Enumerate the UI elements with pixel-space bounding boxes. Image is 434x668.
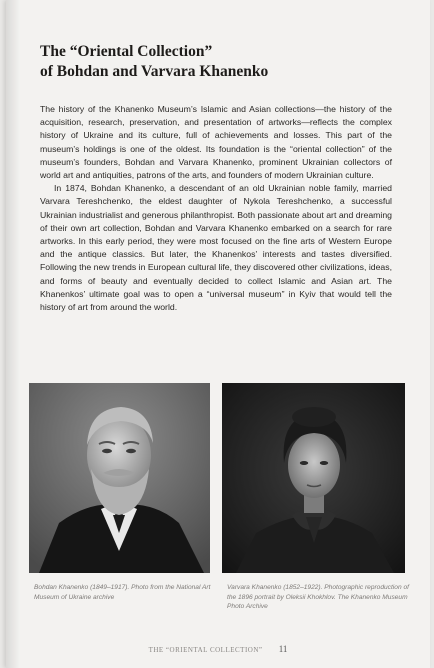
title-line-2: of Bohdan and Varvara Khanenko [40,63,269,80]
body-text [40,103,392,314]
paragraph-2: In 1874, Bohdan Khanenko, a descendant of an old Ukrainian noble family, married Varvara Tereshchenko, the eldest daughter of Nykola Tereshchenko, a successful Ukrainian industrialist and generous philanthropist. Both passionate about art and dreaming of their own art collection, Bohdan and Varvara Khanenko embarked on a search for rare artworks. In this early period, they were most focused on the fine arts of Western Europe and the antique classics. But later, the Khanenkos’ interests and tastes diversified. Following the new trends in European cultural life, they discovered other civilizations, ideas, and forms of beauty and eventually decided to collect Islamic and Asian art. The Khanenkos’ ultimate goal was to open a “universal museum” in Kyiv that would tell the history of art from around the world. [40,183,392,313]
page-title [40,42,400,82]
page-footer [6,644,430,654]
caption-varvara-khanenko: Varvara Khanenko (1852–1922). Photographic reproduction of the 1896 portrait by Oleksii Khokhlov. The Khanenko Museum Photo Archive [227,584,409,611]
title-line-1: The “Oriental Collection” [40,43,213,60]
caption-bohdan-khanenko: Bohdan Khanenko (1849–1917). Photo from the National Art Museum of Ukraine archive [34,584,211,601]
running-section-title: THE “ORIENTAL COLLECTION” [148,646,263,654]
photo-bohdan-khanenko [29,383,210,573]
book-page [6,0,430,668]
photo-varvara-khanenko [222,383,405,573]
paragraph-1: The history of the Khanenko Museum’s Islamic and Asian collections—the history of the acquisition, research, preservation, and presentation of artworks—reflects the complex history of Ukraine and its culture, full of achievements and losses. This part of the museum’s holdings is one of the oldest. Its foundation is the “oriental collection” of the museum’s founders, Bohdan and Varvara Khanenko, prominent Ukrainian collectors of world art and antiquities, patrons of the arts, and founders of modern Ukrainian culture. [40,104,392,181]
page-number: 11 [278,644,288,654]
